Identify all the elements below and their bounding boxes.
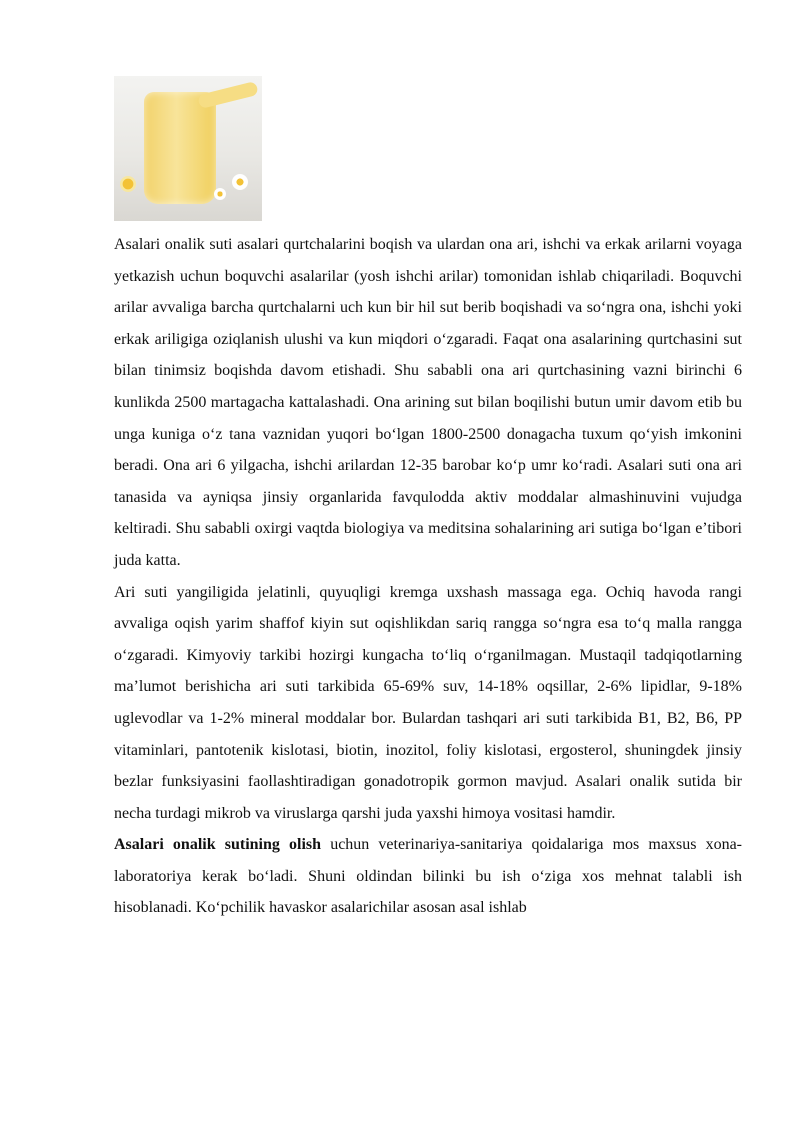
paragraph-3-bold-lead: Asalari onalik sutining olish	[114, 836, 322, 854]
flower-icon	[120, 176, 136, 192]
paragraph-2: Ari suti yangiligida jelatinli, quyuqligi kremga uxshash massaga ega. Ochiq havoda rangi avvaliga oqish yarim shaffof kiyin sut oqishlikdan sariq rangga so‘ngra esa to‘q malla rangga o‘zgaradi. Kimyoviy tarkibi hozirgi kungacha to‘liq o‘rganilmagan. Mustaqil tadqiqotlarning ma’lumot berishicha ari suti tarkibida 65-69% suv, 14-18% oqsillar, 2-6% lipidlar, 9-18% uglevodlar va 1-2% mineral moddalar bor. Bulardan tashqari ari suti tarkibida B1, B2, B6, PP vitaminlari, pantotenik kislotasi, biotin, inozitol, foliy kislotasi, ergosterol, shuningdek jinsiy bezlar funksiyasini faollashtiradigan gonadotropik gormon mavjud. Asalari onalik sutida bir necha turdagi mikrob va viruslarga qarshi juda yaxshi himoya vositasi hamdir.	[114, 583, 742, 822]
paragraph-3	[114, 829, 742, 924]
royal-jelly-photo	[114, 76, 262, 221]
body-text	[114, 229, 742, 924]
paragraph-3-rest: uchun veterinariya-sanitariya qoidalariga mos maxsus xona-laboratoriya kerak bo‘ladi. Shuni oldindan bilinki bu ish o‘ziga xos mehnat talabli ish hisoblanadi. Ko‘pchilik havaskor asalarichilar asosan asal ishlab	[114, 836, 742, 917]
spoon-shape	[197, 81, 259, 109]
flower-icon	[214, 188, 226, 200]
jar-shape	[144, 92, 216, 204]
flower-icon	[232, 174, 248, 190]
paragraph-1: Asalari onalik suti asalari qurtchalarini boqish va ulardan ona ari, ishchi va erkak arilarni voyaga yetkazish uchun boquvchi asalarilar (yosh ishchi arilar) tomonidan ishlab chiqariladi. Boquvchi arilar avvaliga barcha qurtchalarni uch kun bir hil sut berib boqishadi va so‘ngra ona, ishchi yoki erkak ariligiga oziqlanish ulushi va kun miqdori o‘zgaradi. Faqat ona asalarining qurtchasini sut bilan tinimsiz boqishda davom etishadi. Shu sababli ona ari qurtchasining vazni birinchi 6 kunlikda 2500 martagacha kattalashadi. Ona arining sut bilan boqilishi butun umir davom etib bu unga kuniga o‘z tana vaznidan yuqori bo‘lgan 1800-2500 donagacha tuxum qo‘yish imkonini beradi. Ona ari 6 yilgacha, ishchi arilardan 12-35 barobar ko‘p umr ko‘radi. Asalari suti ona ari tanasida va ayniqsa jinsiy organlarida favqulodda aktiv moddalar almashinuvini vujudga keltiradi. Shu sababli oxirgi vaqtda biologiya va meditsina sohalarining ari sutiga bo‘lgan e’tibori juda katta.	[114, 236, 742, 569]
